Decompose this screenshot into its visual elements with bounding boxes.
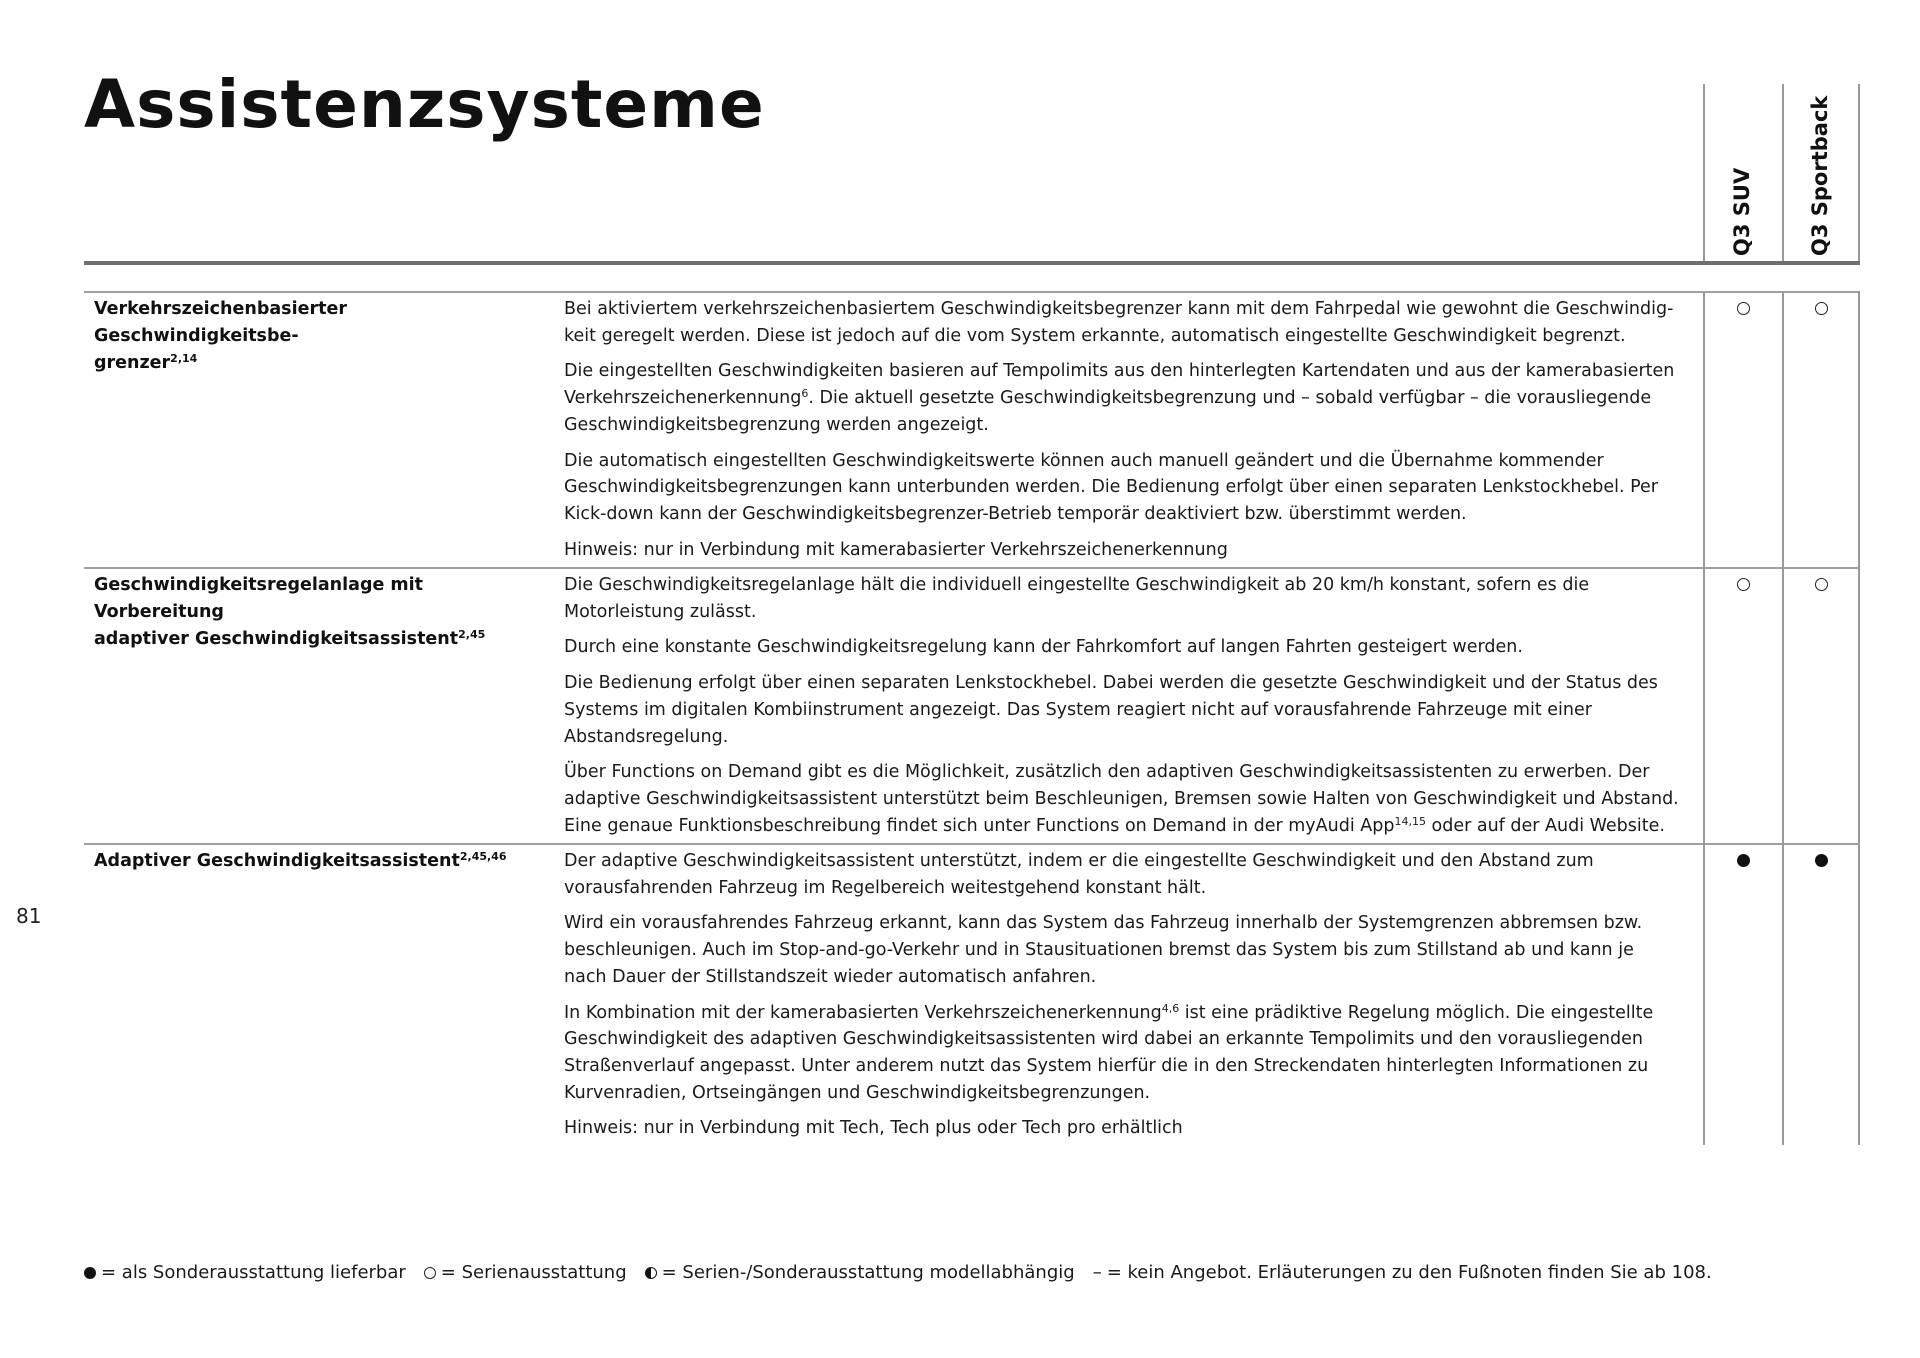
header-divider: [1703, 84, 1705, 264]
footnote-ref: 14,15: [1394, 814, 1426, 828]
feature-name: [94, 296, 534, 377]
legend-model-dependent: = Serien-/Sonderausstattung modellabhängig: [645, 1262, 1075, 1283]
availability-mark-q3-sportback: [1815, 854, 1828, 867]
column-divider: [1782, 291, 1784, 1145]
feature-name: [94, 848, 534, 875]
description-paragraph: In Kombination mit der kamerabasierten Verkehrszeichenerkennung$^{4,6}$ ist eine prädiktive Regelung möglich. Die eingestellte Geschwindigkeit des adaptiven Geschwindigkeitsassistenten wird dabei an erkannte Tempolimits und den vorausliegenden Straßenverlauf angepasst. Unter anderem nutzt das System hierfür die in den Streckendaten hinterlegten Informationen zu Kurvenradien, Ortseingängen und Geschwindigkeitsbegrenzungen.: [564, 1001, 1654, 1103]
row-divider: [84, 291, 1860, 293]
dash-icon: –: [1092, 1262, 1102, 1283]
footnote-ref: 4,6: [1161, 1001, 1180, 1015]
availability-mark-q3-suv: [1737, 302, 1750, 315]
open-circle-icon: [424, 1267, 436, 1279]
header-rule: [84, 261, 1860, 265]
filled-circle-icon: [84, 1267, 96, 1279]
description-paragraph: Die Geschwindigkeitsregelanlage hält die individuell eingestellte Geschwindigkeit ab 20 km/h konstant, sofern es die Motorleistung zulässt.: [564, 575, 1590, 622]
column-header-q3-sportback: Q3 Sportback: [1808, 95, 1832, 256]
description-paragraph: Durch eine konstante Geschwindigkeitsregelung kann der Fahrkomfort auf langen Fahrten gesteigert werden.: [564, 637, 1523, 658]
page-title: Assistenzsysteme: [84, 66, 765, 143]
description-paragraph: Hinweis: nur in Verbindung mit Tech, Tech plus oder Tech pro erhältlich: [564, 1118, 1183, 1139]
legend-standard: = Serienausstattung: [424, 1262, 627, 1283]
column-divider: [1703, 291, 1705, 1145]
availability-mark-q3-sportback: [1815, 578, 1828, 591]
availability-mark-q3-suv: [1737, 578, 1750, 591]
description-paragraph: Die eingestellten Geschwindigkeiten basieren auf Tempolimits aus den hinterlegten Kartendaten und aus der kamerabasierten Verkehrszeichenerkennung$^6$. Die aktuell gesetzte Geschwindigkeitsbegrenzung und – sobald verfügbar – die vorausliegende Geschwindigkeitsbegrenzung werden angezeigt.: [564, 361, 1675, 435]
feature-description: [564, 848, 1680, 1151]
description-paragraph: Über Functions on Demand gibt es die Möglichkeit, zusätzlich den adaptiven Geschwindigkeitsassistenten zu erwerben. Der adaptive Geschwindigkeitsassistent unterstützt beim Beschleunigen, Bremsen sowie Halten von Geschwindigkeit und Abstand. Eine genaue Funktionsbeschreibung findet sich unter Functions on Demand in der myAudi App$^{14,15}$ oder auf der Audi Website.: [564, 762, 1679, 836]
description-paragraph: Die automatisch eingestellten Geschwindigkeitswerte können auch manuell geändert und die Übernahme kommender Geschwindigkeitsbegrenzungen kann unterbunden werden. Die Bedienung erfolgt über einen separaten Lenkstockhebel. Per Kick-down kann der Geschwindigkeitsbegrenzer-Betrieb temporär deaktiviert bzw. überstimmt werden.: [564, 450, 1658, 524]
page-number: 81: [16, 904, 42, 928]
feature-description: [564, 572, 1680, 848]
feature-title: Adaptiver Geschwindigkeitsassistent: [94, 851, 460, 871]
description-paragraph: Bei aktiviertem verkehrszeichenbasiertem Geschwindigkeitsbegrenzer kann mit dem Fahrpedal wie gewohnt die Geschwindig-keit geregelt werden. Diese ist jedoch auf die vom System erkannte, automatisch eingestellte Geschwindigkeit begrenzt.: [564, 299, 1674, 346]
half-circle-icon: [645, 1267, 657, 1279]
availability-mark-q3-sportback: [1815, 302, 1828, 315]
footnote-ref: 6: [801, 387, 809, 401]
description-paragraph: Die Bedienung erfolgt über einen separaten Lenkstockhebel. Dabei werden die gesetzte Geschwindigkeit und der Status des Systems im digitalen Kombiinstrument angezeigt. Das System reagiert nicht auf vorausfahrende Fahrzeuge mit einer Abstandsregelung.: [564, 673, 1658, 747]
column-header-q3-suv: Q3 SUV: [1730, 167, 1754, 256]
legend: [84, 1262, 1730, 1283]
legend-optional: = als Sonderausstattung lieferbar: [84, 1262, 406, 1283]
header-divider: [1858, 84, 1860, 264]
feature-title-line2: grenzer: [94, 353, 171, 373]
feature-name: [94, 572, 534, 653]
legend-none: – = kein Angebot. Erläuterungen zu den Fußnoten finden Sie ab 108.: [1092, 1262, 1712, 1283]
column-divider: [1858, 291, 1860, 1145]
footnote-ref: 2,14: [170, 352, 198, 365]
feature-title: Verkehrszeichenbasierter Geschwindigkeitsbe-: [94, 299, 347, 346]
description-paragraph: Wird ein vorausfahrendes Fahrzeug erkannt, kann das System das Fahrzeug innerhalb der Systemgrenzen abbremsen bzw. beschleunigen. Auch im Stop-and-go-Verkehr und in Stausituationen bremst das System bis zum Stillstand ab und kann je nach Dauer der Stillstandszeit wieder automatisch anfahren.: [564, 913, 1643, 987]
footnote-ref: 2,45: [458, 628, 486, 641]
footnote-ref: 2,45,46: [459, 850, 507, 863]
description-paragraph: Hinweis: nur in Verbindung mit kamerabasierter Verkehrszeichenerkennung: [564, 539, 1228, 560]
header-divider: [1782, 84, 1784, 264]
feature-title: Geschwindigkeitsregelanlage mit Vorbereitung: [94, 575, 424, 622]
feature-description: [564, 296, 1680, 572]
availability-mark-q3-suv: [1737, 854, 1750, 867]
feature-title-line2: adaptiver Geschwindigkeitsassistent: [94, 629, 459, 649]
description-paragraph: Der adaptive Geschwindigkeitsassistent unterstützt, indem er die eingestellte Geschwindigkeit und den Abstand zum vorausfahrenden Fahrzeug im Regelbereich weitestgehend konstant hält.: [564, 851, 1594, 898]
